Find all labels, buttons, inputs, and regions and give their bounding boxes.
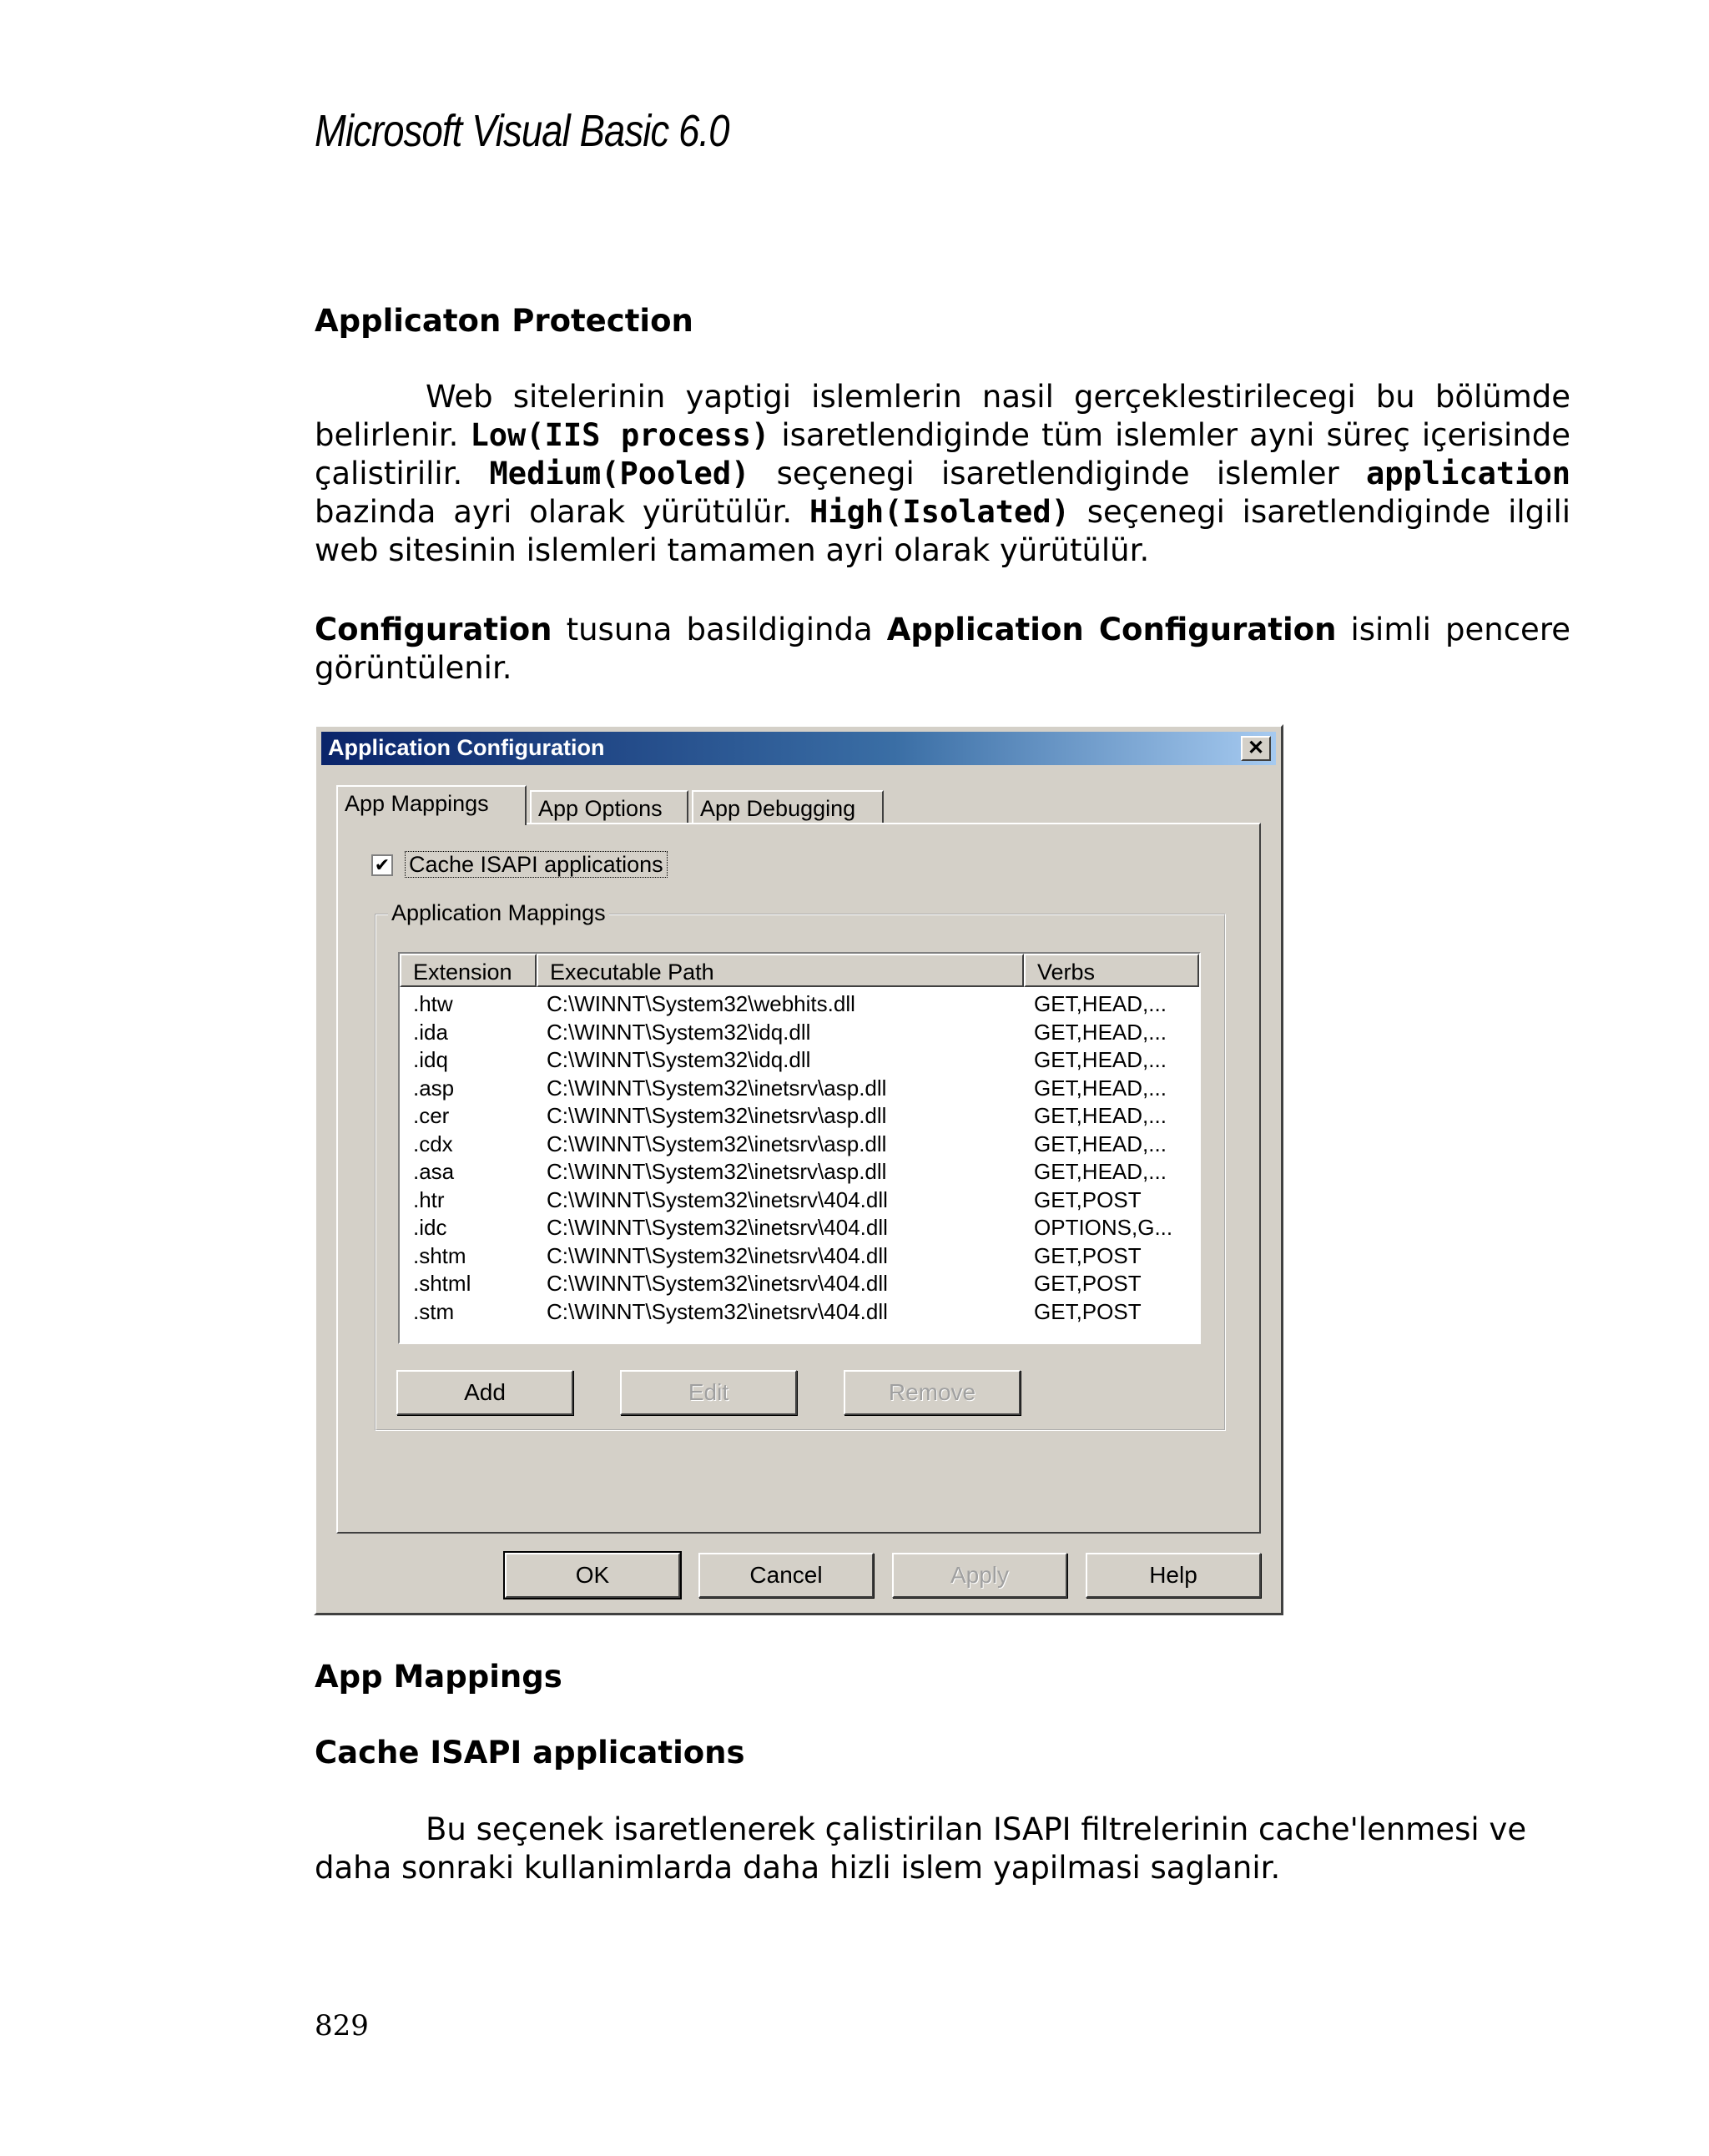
cell-verbs: GET,POST xyxy=(1034,1298,1142,1324)
text-span: Web sitelerinin yaptigi islemlerin nasil gerçeklestirilecegi bu bölümde belirlenir. xyxy=(315,379,1570,453)
bold-term-high: High(Isolated) xyxy=(809,494,1070,530)
bold-term-low: Low(IIS process) xyxy=(470,417,770,453)
column-header-executable-path[interactable]: Executable Path xyxy=(537,954,1024,987)
configuration-paragraph xyxy=(315,611,1570,688)
table-row[interactable] xyxy=(400,1298,1199,1327)
cell-extension: .shtml xyxy=(413,1271,471,1296)
application-mappings-group xyxy=(375,900,1226,1431)
cache-isapi-paragraph: Bu seçenek isaretlenerek çalistirilan ISAPI filtrelerinin cache'lenmesi ve daha sonraki kullanimlarda daha hizli islem yapilmasi saglanir. xyxy=(315,1811,1527,1886)
cell-verbs: GET,HEAD,... xyxy=(1034,1075,1167,1101)
cell-executable-path: C:\WINNT\System32\inetsrv\404.dll xyxy=(547,1271,888,1296)
cell-verbs: GET,POST xyxy=(1034,1242,1142,1268)
table-row[interactable] xyxy=(400,1186,1199,1215)
bold-term-application: application xyxy=(1365,456,1571,491)
text-span: isimli pencere görüntülenir. xyxy=(315,612,1570,686)
cell-executable-path: C:\WINNT\System32\inetsrv\asp.dll xyxy=(547,1075,887,1101)
column-header-verbs[interactable]: Verbs xyxy=(1024,954,1199,987)
cell-verbs: OPTIONS,G... xyxy=(1034,1215,1173,1240)
cell-executable-path: C:\WINNT\System32\inetsrv\404.dll xyxy=(547,1186,888,1212)
cell-extension: .htw xyxy=(413,991,453,1016)
bold-term-application-configuration: Application Configuration xyxy=(886,612,1337,647)
cache-isapi-checkbox-row[interactable] xyxy=(371,851,668,878)
cell-executable-path: C:\WINNT\System32\inetsrv\404.dll xyxy=(547,1242,888,1268)
column-header-extension[interactable]: Extension xyxy=(400,954,537,987)
cell-executable-path: C:\WINNT\System32\inetsrv\404.dll xyxy=(547,1298,888,1324)
section-heading-cache-isapi: Cache ISAPI applications xyxy=(315,1735,745,1771)
cell-verbs: GET,HEAD,... xyxy=(1034,1019,1167,1045)
list-header xyxy=(400,954,1199,987)
cell-executable-path: C:\WINNT\System32\inetsrv\404.dll xyxy=(547,1215,888,1240)
table-row[interactable] xyxy=(400,1214,1199,1242)
cell-verbs: GET,HEAD,... xyxy=(1034,991,1167,1016)
text-span: isaretlendiginde tüm islemler ayni süreç içerisinde çalistirilir. xyxy=(315,417,1571,491)
cache-isapi-checkbox[interactable]: ✔ xyxy=(371,854,393,876)
cell-verbs: GET,HEAD,... xyxy=(1034,1047,1167,1072)
cell-verbs: GET,POST xyxy=(1034,1186,1142,1212)
cell-extension: .idq xyxy=(413,1047,448,1072)
protection-paragraph xyxy=(315,378,1570,570)
cell-verbs: GET,HEAD,... xyxy=(1034,1131,1167,1156)
table-row[interactable] xyxy=(400,1046,1199,1075)
bold-term-medium: Medium(Pooled) xyxy=(489,456,750,491)
cell-extension: .ida xyxy=(413,1019,448,1045)
tab-panel-app-mappings xyxy=(336,823,1261,1534)
table-row[interactable] xyxy=(400,1242,1199,1271)
cell-executable-path: C:\WINNT\System32\idq.dll xyxy=(547,1019,811,1045)
cell-extension: .stm xyxy=(413,1298,455,1324)
tab-app-debugging[interactable]: App Debugging xyxy=(692,790,884,824)
application-configuration-dialog xyxy=(314,724,1283,1615)
section-heading-app-mappings: App Mappings xyxy=(315,1659,562,1695)
dialog-titlebar[interactable] xyxy=(321,732,1276,765)
ok-button[interactable]: OK xyxy=(505,1553,680,1598)
dialog-title: Application Configuration xyxy=(328,735,605,760)
text-span: tusuna basildiginda xyxy=(566,612,873,647)
mappings-list[interactable] xyxy=(398,952,1201,1344)
bold-term-configuration: Configuration xyxy=(315,612,552,647)
cell-extension: .cer xyxy=(413,1103,450,1128)
cell-verbs: GET,POST xyxy=(1034,1271,1142,1296)
cell-extension: .asp xyxy=(413,1075,455,1101)
group-title: Application Mappings xyxy=(388,900,609,926)
help-button[interactable]: Help xyxy=(1086,1553,1261,1598)
cell-verbs: GET,HEAD,... xyxy=(1034,1103,1167,1128)
text-span: seçenegi isaretlendiginde islemler xyxy=(776,456,1339,491)
cell-extension: .asa xyxy=(413,1159,455,1184)
cell-extension: .cdx xyxy=(413,1131,453,1156)
cell-extension: .shtm xyxy=(413,1242,466,1268)
tab-app-options[interactable]: App Options xyxy=(530,790,688,824)
list-body xyxy=(400,990,1199,1326)
section-heading-application-protection: Applicaton Protection xyxy=(315,303,693,339)
cache-isapi-label[interactable]: Cache ISAPI applications xyxy=(405,851,668,878)
cancel-button[interactable]: Cancel xyxy=(698,1553,874,1598)
cell-extension: .idc xyxy=(413,1215,447,1240)
table-row[interactable] xyxy=(400,1158,1199,1186)
close-icon[interactable]: ✕ xyxy=(1241,736,1271,761)
text-span: seçenegi isaretlendiginde ilgili web sitesinin islemleri tamamen ayri olarak yürütülür. xyxy=(315,494,1570,568)
cell-extension: .htr xyxy=(413,1186,445,1212)
add-button[interactable]: Add xyxy=(396,1370,573,1415)
table-row[interactable] xyxy=(400,1270,1199,1298)
text-span: bazinda ayri olarak yürütülür. xyxy=(315,494,793,530)
table-row[interactable] xyxy=(400,1019,1199,1047)
cell-executable-path: C:\WINNT\System32\inetsrv\asp.dll xyxy=(547,1131,887,1156)
cell-executable-path: C:\WINNT\System32\inetsrv\asp.dll xyxy=(547,1159,887,1184)
tab-app-mappings[interactable]: App Mappings xyxy=(336,785,527,825)
cell-executable-path: C:\WINNT\System32\webhits.dll xyxy=(547,991,855,1016)
remove-button[interactable]: Remove xyxy=(844,1370,1021,1415)
table-row[interactable] xyxy=(400,1075,1199,1103)
cell-executable-path: C:\WINNT\System32\idq.dll xyxy=(547,1047,811,1072)
apply-button[interactable]: Apply xyxy=(892,1553,1067,1598)
table-row[interactable] xyxy=(400,1131,1199,1159)
edit-button[interactable]: Edit xyxy=(620,1370,797,1415)
cell-verbs: GET,HEAD,... xyxy=(1034,1159,1167,1184)
page-number: 829 xyxy=(315,2009,369,2043)
table-row[interactable] xyxy=(400,1102,1199,1131)
table-row[interactable] xyxy=(400,990,1199,1019)
running-head: Microsoft Visual Basic 6.0 xyxy=(315,106,729,156)
cell-executable-path: C:\WINNT\System32\inetsrv\asp.dll xyxy=(547,1103,887,1128)
